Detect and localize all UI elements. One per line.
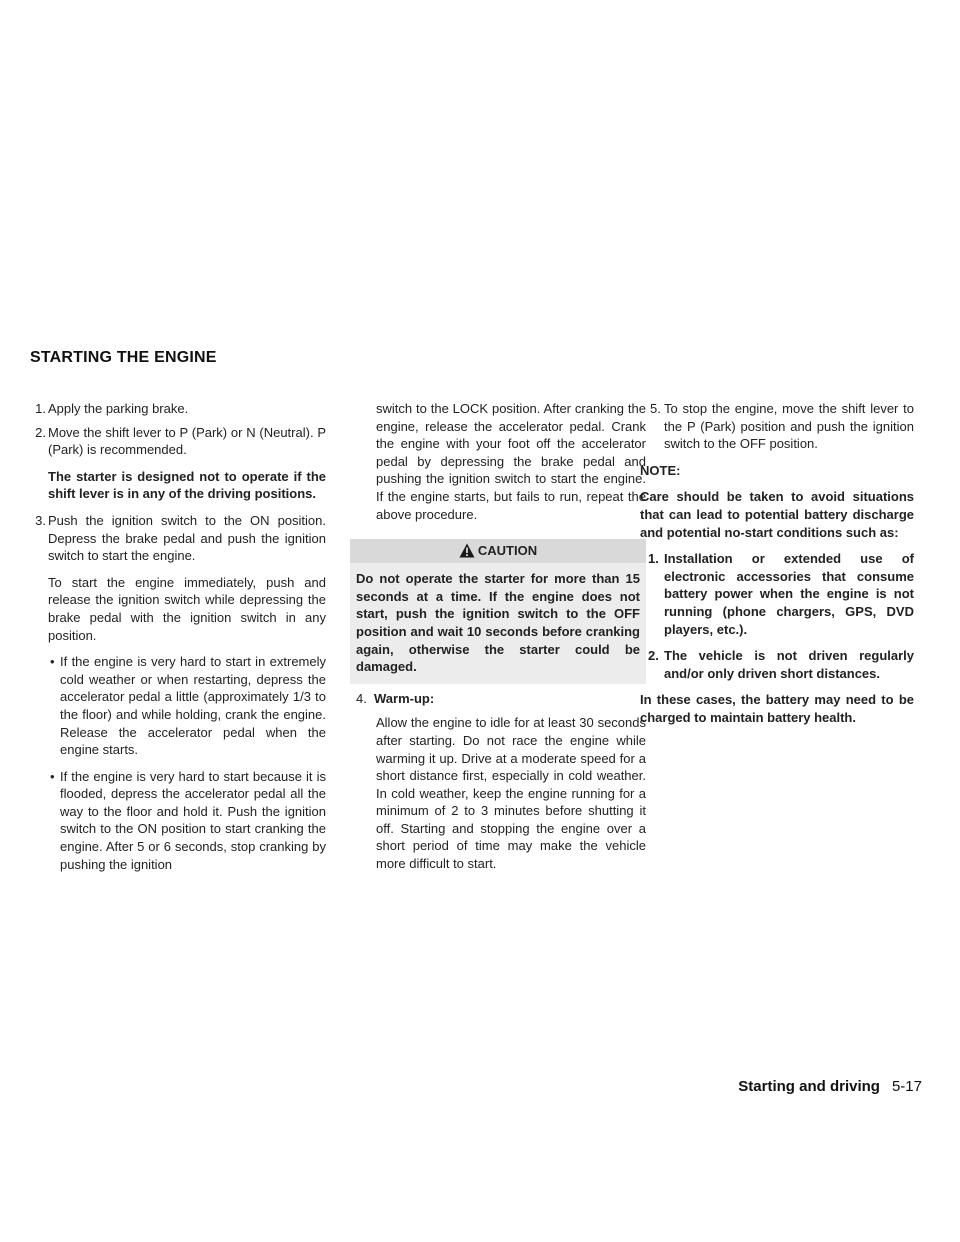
column-3 [640, 400, 914, 736]
step-5 [640, 400, 914, 453]
note-conclusion: In these cases, the battery may need to be charged to maintain battery health. [640, 692, 914, 725]
bullet-flooded-continued: switch to the LOCK position. After cranking the engine, release the accelerator pedal. Crank the engine with your foot off the accelerator pedal by depressing the brake pedal and pushing the ignition switch to start the engine. If the engine starts, but fails to run, repeat the above procedure. [376, 401, 646, 522]
page-number: 5-17 [891, 1078, 922, 1095]
step-text: Push the ignition switch to the ON position. Depress the brake pedal and push the ignition switch to start the engine. [48, 512, 326, 564]
bullet-cold-weather [30, 653, 326, 759]
note-intro: Care should be taken to avoid situations that can lead to potential battery discharge and potential no-start conditions such as: [640, 489, 914, 540]
bullet-text: If the engine is very hard to start in extremely cold weather or when restarting, depress the accelerator pedal a little (approximately 1/3 to the floor) and while holding, crank the engine. Release the accelerator pedal when the engine starts. [60, 654, 326, 758]
step-2 [30, 424, 326, 459]
step-1 [30, 400, 326, 418]
page-footer [738, 1078, 922, 1095]
footer-section: Starting and driving [738, 1078, 880, 1095]
note-text: The vehicle is not driven regularly and/or only driven short distances. [664, 648, 914, 681]
step-3-paragraph: To start the engine immediately, push and release the ignition switch while depressing the brake pedal with the ignition switch in any position. [48, 574, 326, 643]
note-item-1 [640, 550, 914, 638]
column-1 [30, 400, 326, 882]
step-number: 2. [35, 424, 46, 440]
step-title: Warm-up: [374, 690, 435, 706]
step-4 [350, 690, 646, 708]
note-number: 1. [648, 551, 659, 567]
step-number: 3. [35, 512, 46, 528]
section-title: STARTING THE ENGINE [30, 349, 217, 366]
step-2-note: The starter is designed not to operate if the shift lever is in any of the driving positions. [48, 468, 326, 502]
note-text: Installation or extended use of electronic accessories that consume battery power when the engine is not running (phone chargers, GPS, DVD players, etc.). [664, 551, 914, 637]
step-text: Apply the parking brake. [48, 401, 189, 416]
column-2 [350, 400, 646, 882]
note-label: NOTE: [640, 462, 681, 478]
bullet-icon: • [50, 654, 55, 670]
step-4-text: Allow the engine to idle for at least 30 seconds after starting. Do not race the engine while warming it up. Drive at a moderate speed for a short distance first, especially in cold weather. In cold weather, keep the engine running for a minimum of 2 to 3 minutes before shutting it off. Starting and stopping the engine over a short period of time may make the vehicle more difficult to start. [376, 715, 646, 872]
caution-title: CAUTION [477, 543, 538, 559]
bullet-flooded [30, 768, 326, 874]
step-text: Move the shift lever to P (Park) or N (Neutral). P (Park) is recommended. [48, 424, 326, 458]
bullet-icon: • [50, 768, 55, 784]
step-number: 4. [356, 690, 367, 706]
step-text: To stop the engine, move the shift lever to the P (Park) position and push the ignition switch to the OFF position. [664, 401, 914, 452]
caution-header [350, 539, 646, 563]
warning-icon [459, 543, 475, 558]
step-number: 1. [35, 401, 46, 416]
note-number: 2. [648, 648, 659, 664]
caution-body: Do not operate the starter for more than 15 seconds at a time. If the engine does not start, push the ignition switch to the OFF position and wait 10 seconds before cranking again, otherwise the starter could be damaged. [350, 563, 646, 684]
step-number: 5. [650, 401, 661, 416]
step-3 [30, 512, 326, 565]
note-item-2 [640, 647, 914, 682]
bullet-text: If the engine is very hard to start because it is flooded, depress the accelerator pedal all the way to the floor and hold it. Push the ignition switch to the ON position to start cranking the engine. After 5 or 6 seconds, stop cranking by pushing the ignition [60, 768, 326, 872]
